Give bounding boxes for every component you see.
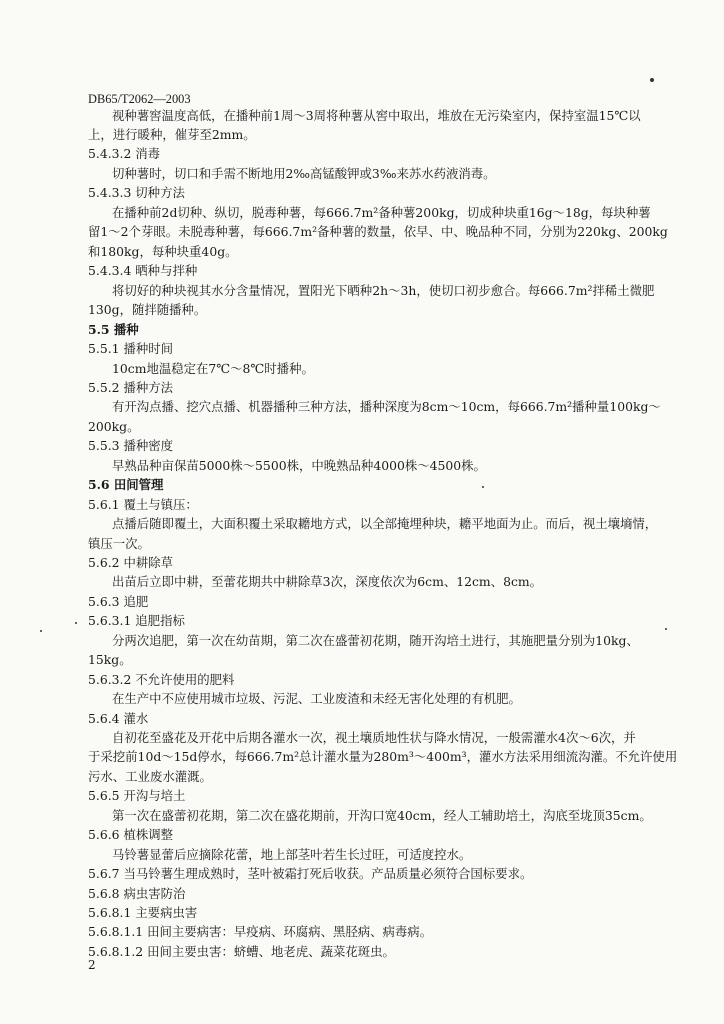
section-heading: 5.4.3.3 切种方法	[88, 185, 185, 200]
section-heading: 5.4.3.4 晒种与拌种	[88, 263, 198, 278]
text-line: 早熟品种亩保苗5000株～5500株，中晚熟品种4000株～4500株。	[112, 458, 486, 473]
section-heading: 5.6.6 植株调整	[88, 827, 174, 842]
text-line: 点播后随即覆土，大面积覆土采取耱地方式，以全部掩埋种块，耱平地面为止。而后，视土壤墒情，	[112, 516, 658, 531]
section-heading: 5.4.3.2 消毒	[88, 146, 161, 161]
scan-speck	[650, 78, 654, 82]
text-line: 将切好的种块视其水分含量情况，置阳光下晒种2h～3h，使切口初步愈合。每666.7m²拌稀土微肥	[112, 283, 655, 298]
text-line: 10cm地温稳定在7℃～8℃时播种。	[112, 361, 314, 376]
section-heading: 5.6.4 灌水	[88, 711, 149, 726]
text-line: 5.6.8.1.1 田间主要病害：早疫病、环腐病、黑胫病、病毒病。	[88, 924, 433, 939]
scan-speck	[40, 630, 42, 632]
text-line: 切种薯时，切口和手需不断地用2‰高锰酸钾或3‰来苏水药液消毒。	[112, 166, 496, 181]
text-line: 分两次追肥，第一次在幼苗期，第二次在盛蕾初花期，随开沟培土进行，其施肥量分别为10kg、	[112, 633, 639, 648]
scan-speck	[665, 628, 667, 630]
section-heading: 5.6.8 病虫害防治	[88, 886, 186, 901]
text-line: 和180kg，每种块重40g。	[88, 244, 238, 259]
text-line: 出苗后立即中耕，至蕾花期共中耕除草3次，深度依次为6cm、12cm、8cm。	[112, 574, 543, 589]
section-heading: 5.6.1 覆土与镇压：	[88, 497, 198, 512]
text-line: 马铃薯显蕾后应摘除花蕾，地上部茎叶若生长过旺，可适度控水。	[112, 847, 472, 862]
section-heading: 5.6.3.2 不允许使用的肥料	[88, 672, 235, 687]
text-line: 5.6.7 当马铃薯生理成熟时，茎叶被霜打死后收获。产品质量必须符合国标要求。	[88, 866, 533, 881]
section-heading: 5.6.3.1 追肥指标	[88, 613, 185, 628]
text-line: 130g，随拌随播种。	[88, 302, 207, 317]
text-line: 15kg。	[88, 652, 132, 667]
text-line: 镇压一次。	[88, 536, 150, 551]
section-heading: 5.5.2 播种方法	[88, 380, 174, 395]
text-line: 第一次在盛蕾初花期，第二次在盛花期前，开沟口宽40cm，经人工辅助培土，沟底至垅顶35cm。	[112, 808, 652, 823]
text-line: 200kg。	[88, 419, 140, 434]
scan-speck	[75, 622, 77, 624]
text-line: 上，进行暖种，催芽至2mm。	[88, 127, 256, 142]
text-line: 在生产中不应使用城市垃圾、污泥、工业废渣和未经无害化处理的有机肥。	[112, 691, 521, 706]
section-heading: 5.6.8.1 主要病虫害	[88, 905, 198, 920]
document-header: DB65/T2062—2003	[88, 92, 191, 106]
text-line: 5.6.8.1.2 田间主要虫害：蛴螬、地老虎、蔬菜花斑虫。	[88, 944, 395, 959]
text-line: 污水、工业废水灌溉。	[88, 769, 212, 784]
text-line: 在播种前2d切种、纵切，脱毒种薯，每666.7m²备种薯200kg，切成种块重16g～18g，每块种薯	[112, 205, 651, 220]
section-heading: 5.5 播种	[88, 322, 139, 337]
section-heading: 5.6.2 中耕除草	[88, 555, 174, 570]
text-line: 自初花至盛花及开花中后期各灌水一次，视土壤质地性状与降水情况，一般需灌水4次～6次，并	[112, 730, 636, 745]
page-number: 2	[88, 958, 96, 972]
section-heading: 5.6.3 追肥	[88, 594, 149, 609]
text-line: 视种薯窖温度高低，在播种前1周～3周将种薯从窖中取出，堆放在无污染室内，保持室温15℃以	[112, 108, 641, 123]
scan-speck	[482, 486, 484, 488]
text-line: 有开沟点播、挖穴点播、机器播种三种方法，播种深度为8cm～10cm，每666.7m²播种量100kg～	[112, 399, 661, 414]
section-heading: 5.5.3 播种密度	[88, 438, 174, 453]
text-line: 留1～2个芽眼。未脱毒种薯，每666.7m²备种薯的数量，依早、中、晚品种不同，分别为220kg、200kg	[88, 224, 668, 239]
section-heading: 5.5.1 播种时间	[88, 341, 174, 356]
section-heading: 5.6.5 开沟与培土	[88, 788, 186, 803]
text-line: 于采挖前10d～15d停水，每666.7m²总计灌水量为280m³～400m³，灌水方法采用细流沟灌。不允许使用	[88, 749, 678, 764]
section-heading: 5.6 田间管理	[88, 477, 164, 492]
